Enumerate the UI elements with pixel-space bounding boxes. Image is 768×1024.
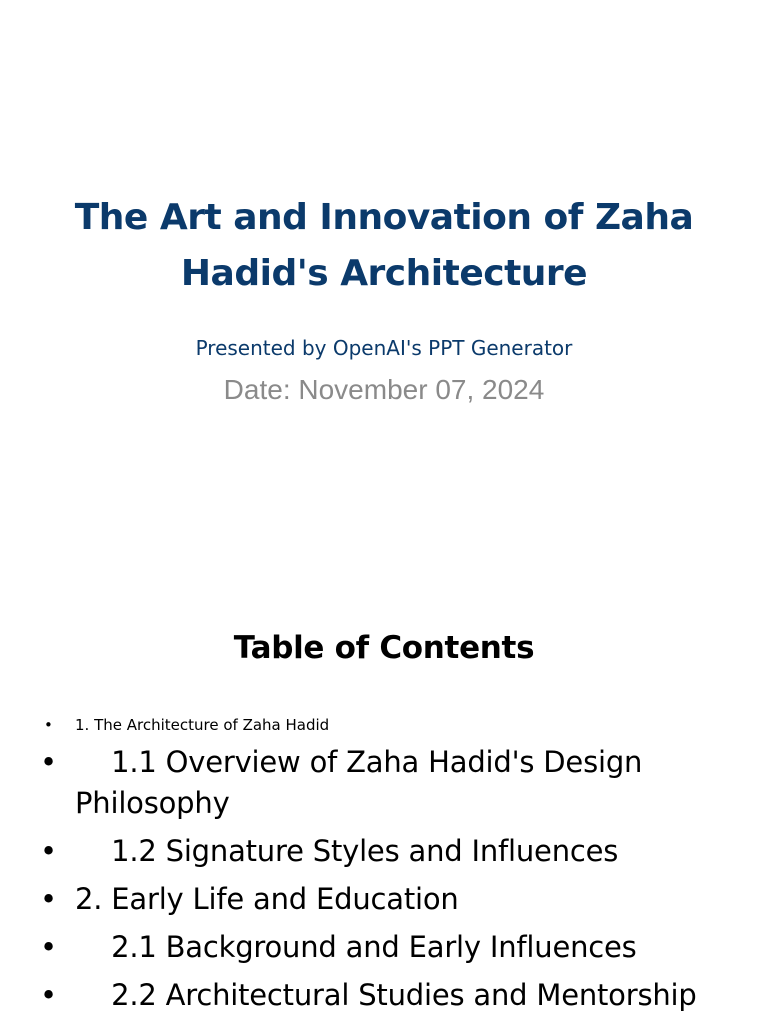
bullet-icon: • — [40, 834, 57, 868]
toc-item-text: 1.1 Overview of Zaha Hadid's Design Philosophy — [75, 745, 652, 820]
toc-item — [40, 714, 728, 736]
bullet-icon: • — [44, 716, 53, 734]
presentation-date: Date: November 07, 2024 — [223, 374, 545, 405]
presenter-subtitle: Presented by OpenAI's PPT Generator — [195, 336, 573, 360]
bullet-icon: • — [40, 978, 57, 1012]
toc-item — [40, 927, 728, 968]
toc-item-text: 2.2 Architectural Studies and Mentorship — [75, 978, 697, 1012]
toc-list — [40, 714, 728, 1023]
toc-item-text: 1.2 Signature Styles and Influences — [75, 834, 619, 868]
bullet-icon: • — [40, 882, 57, 916]
toc-heading: Table of Contents — [233, 630, 535, 666]
table-of-contents-slide — [0, 576, 768, 1024]
toc-item — [40, 742, 728, 824]
toc-item — [40, 831, 728, 872]
toc-item — [40, 975, 728, 1016]
presentation-title: The Art and Innovation of Zaha Hadid's Architecture — [74, 197, 694, 294]
bullet-icon: • — [40, 930, 57, 964]
toc-item-text: 2.1 Background and Early Influences — [75, 930, 637, 964]
toc-item-text: 1. The Architecture of Zaha Hadid — [75, 716, 330, 734]
toc-item-text: 2. Early Life and Education — [75, 882, 459, 916]
bullet-icon: • — [40, 745, 57, 779]
toc-item — [40, 879, 728, 920]
